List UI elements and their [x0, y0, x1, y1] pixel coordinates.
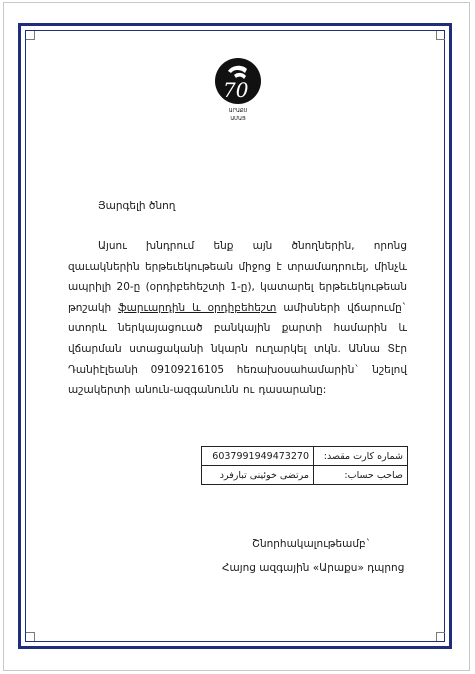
sender-school-name: Հայոց ազգային «Արաքս» դպրոց — [222, 562, 405, 574]
body-text-part1: Այսու խնդրում ենք այն ծնողներին, որոնց զաւակներին երթեւեկութեան միջոց է տրամադրուել, մինչև ապրիլի 20-ը (օրդիբեհեշտի 1-ը), կատարել երթեւեկութեան թոշակի — [68, 240, 407, 314]
school-logo — [214, 57, 262, 123]
body-text-part2: ամիսների վճարումը` ստորև ներկայացուած բանկային քարտի համարին և վճարման ստացականի նկարն ուղարկել տկն. Աննա Տէր Դանիէլեանի 09109216105 հեռախօսահամարին` նշելով աշակերտի անուն-ազգանունն ու դասարանը: — [68, 301, 408, 397]
corner-mark-top-right — [436, 31, 445, 40]
account-holder-label: صاحب حساب: — [314, 466, 408, 485]
corner-mark-top-left — [26, 31, 35, 40]
corner-mark-bottom-left — [26, 632, 35, 641]
card-number-value: 6037991949473270 — [202, 447, 314, 466]
corner-mark-bottom-right — [436, 632, 445, 641]
salutation: Յարգելի ծնող — [98, 200, 176, 212]
table-row — [202, 466, 408, 485]
body-text-underlined-months: ֆարւարդին և օրդիբեհեշտ — [118, 301, 277, 314]
payment-details-table — [201, 446, 408, 485]
letter-body — [68, 236, 407, 401]
table-row — [202, 447, 408, 466]
logo-caption: ԱՐԱՔՍ — [228, 108, 248, 114]
logo-caption-2: ԱՄԱՑ — [230, 116, 246, 122]
account-holder-value: مرتضی خوئینی تبارفرد — [202, 466, 314, 485]
logo-numeral: 70 — [223, 78, 249, 102]
closing-thanks: Շնորհակալութեամբ` — [252, 538, 371, 550]
card-number-label: شماره کارت مقصد: — [314, 447, 408, 466]
